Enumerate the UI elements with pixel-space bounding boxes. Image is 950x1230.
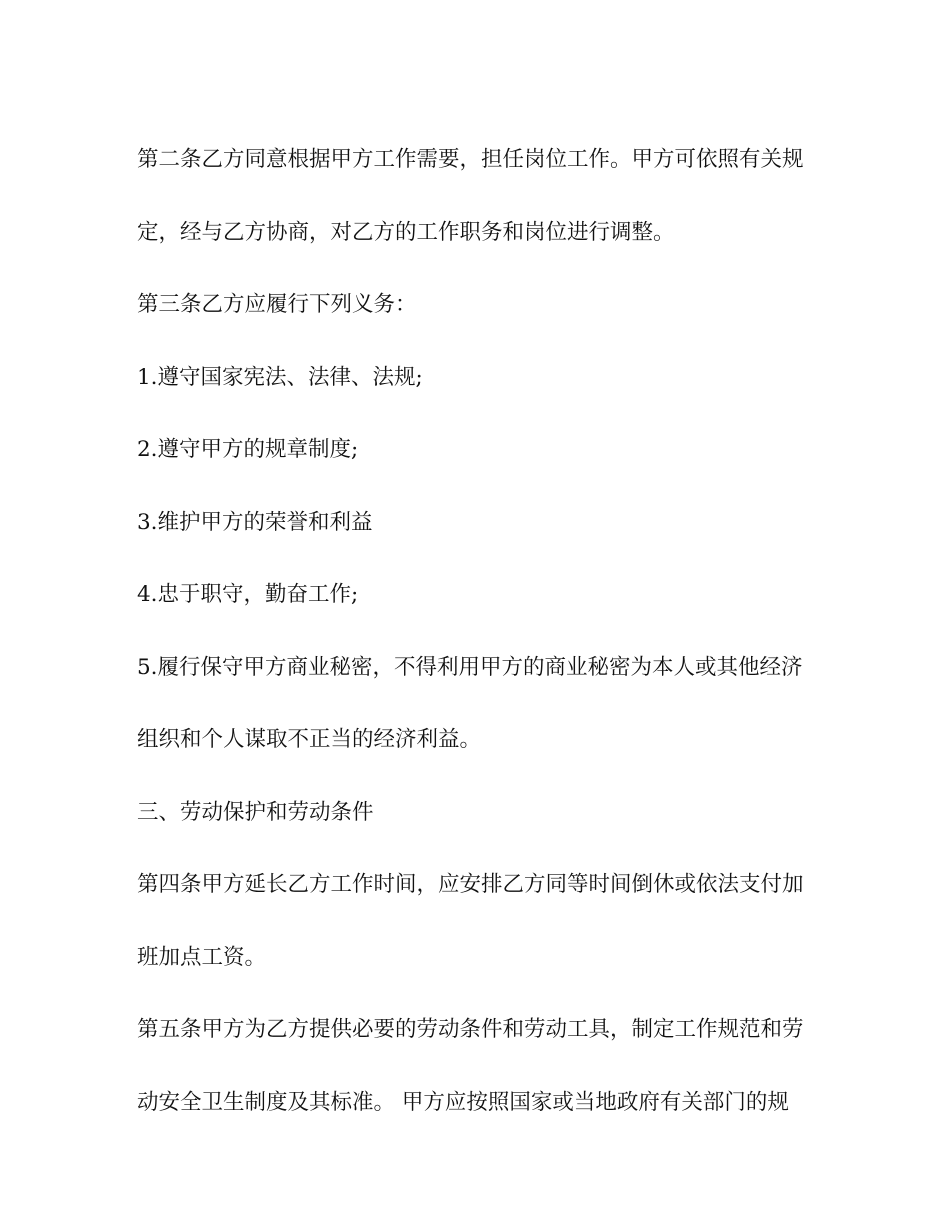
text-line: 3.维护甲方的荣誉和利益: [137, 509, 373, 535]
text-line: 第五条甲方为乙方提供必要的劳动条件和劳动工具，制定工作规范和劳: [137, 1017, 804, 1042]
document-body: [137, 124, 827, 1139]
text-line: 动安全卫生制度及其标准。 甲方应按照国家或当地政府有关部门的规: [137, 1089, 789, 1115]
text-line: 第二条乙方同意根据甲方工作需要，担任岗位工作。甲方可依照有关规: [137, 147, 804, 172]
text-line: 定，经与乙方协商，对乙方的工作职务和岗位进行调整。: [137, 219, 675, 245]
text-line: 第四条甲方延长乙方工作时间，应安排乙方同等时间倒休或依法支付加: [137, 872, 804, 897]
text-line: 组织和个人谋取不正当的经济利益。: [137, 727, 482, 752]
text-line: 2.遵守甲方的规章制度;: [137, 437, 359, 462]
text-line: 班加点工资。: [137, 944, 267, 970]
text-line: 5.履行保守甲方商业秘密，不得利用甲方的商业秘密为本人或其他经济: [137, 654, 803, 680]
text-line: 4.忠于职守，勤奋工作;: [137, 582, 359, 607]
text-line: 1.遵守国家宪法、法律、法规;: [137, 364, 423, 390]
section-heading: 三、劳动保护和劳动条件: [137, 799, 374, 825]
text-line: 第三条乙方应履行下列义务：: [137, 292, 417, 317]
